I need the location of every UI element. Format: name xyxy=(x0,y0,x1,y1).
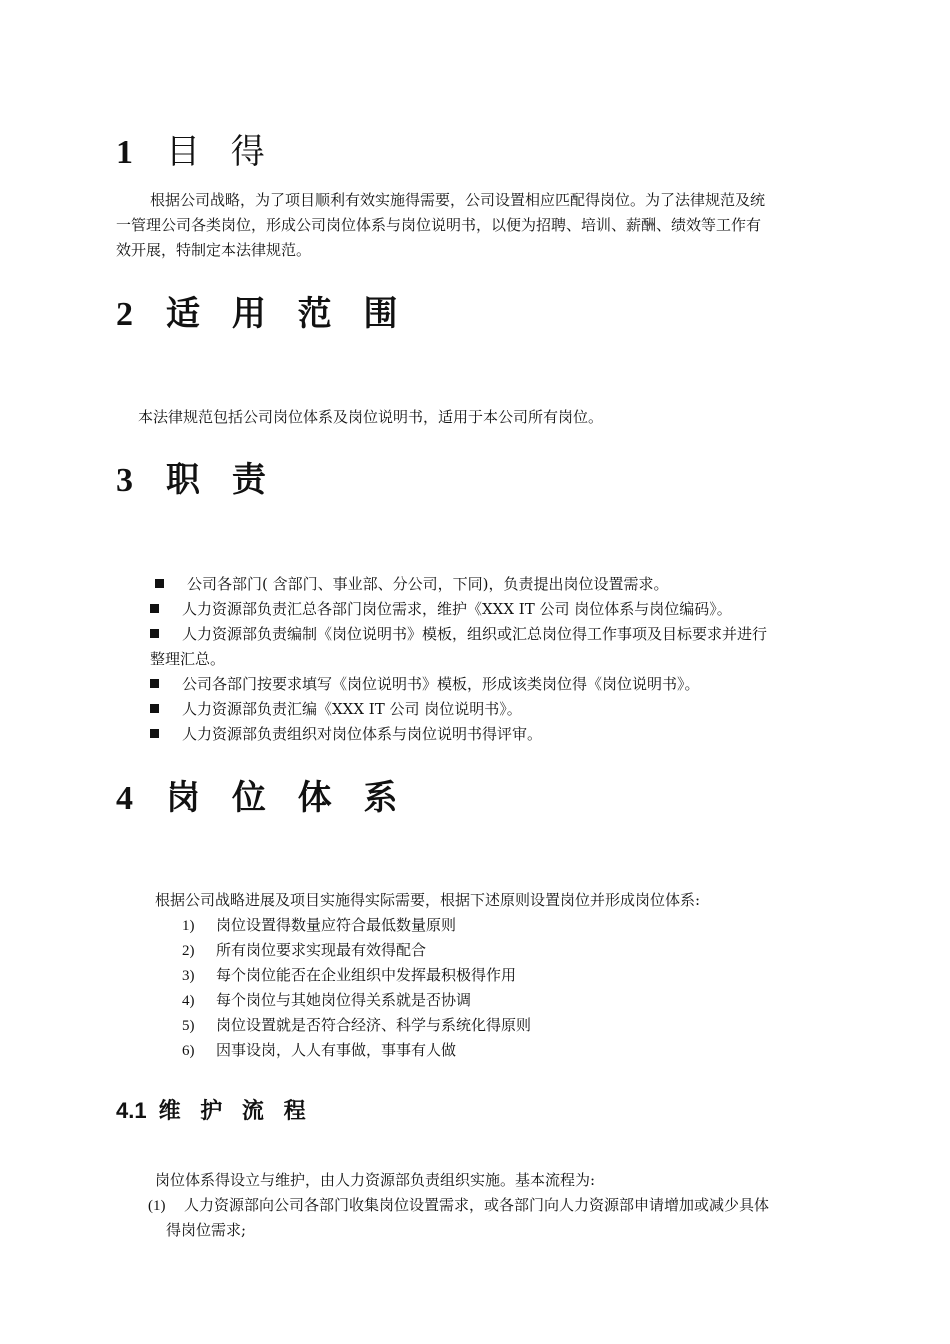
section-1-para-line2: 一管理公司各类岗位，形成公司岗位体系与岗位说明书，以便为招聘、培训、薪酬、绩效等工作有 xyxy=(116,216,762,234)
section-4-1-heading xyxy=(116,1094,312,1125)
bullet-item: 公司各部门( 含部门、事业部、分公司，下同)，负责提出岗位设置需求。 xyxy=(155,572,845,597)
section-1-heading xyxy=(116,124,275,173)
section-title: 维 护 流 程 xyxy=(158,1099,312,1124)
list-item: 5) 岗位设置就是否符合经济、科学与系统化得原则 xyxy=(182,1016,532,1034)
bullet-square-icon xyxy=(150,704,159,713)
section-number: 4 xyxy=(116,780,133,817)
bullet-item: 人力资源部负责编制《岗位说明书》模板，组织或汇总岗位得工作事项及目标要求并进行 xyxy=(150,622,850,647)
bullet-square-icon xyxy=(150,629,159,638)
bullet-item: 公司各部门按要求填写《岗位说明书》模板，形成该类岗位得《岗位说明书》。 xyxy=(150,672,850,697)
section-4-intro: 根据公司战略进展及项目实施得实际需要，根据下述原则设置岗位并形成岗位体系: xyxy=(155,891,701,909)
section-1-para-line1: 根据公司战略，为了项目顺利有效实施得需要，公司设置相应匹配得岗位。为了法律规范及统 xyxy=(150,191,766,209)
section-number: 1 xyxy=(116,134,133,171)
bullet-item: 人力资源部负责汇编《XXX IT 公司 岗位说明书》。 xyxy=(150,697,850,722)
section-2-heading xyxy=(116,286,408,335)
list-item: 4) 每个岗位与其她岗位得关系就是否协调 xyxy=(182,991,472,1009)
list-item: 3) 每个岗位能否在企业组织中发挥最积极得作用 xyxy=(182,966,517,984)
list-item: 6) 因事设岗，人人有事做，事事有人做 xyxy=(182,1041,457,1059)
step-number: (1) xyxy=(148,1198,166,1214)
bullet-square-icon xyxy=(155,579,164,588)
section-4-1-intro: 岗位体系得设立与维护，由人力资源部负责组织实施。基本流程为: xyxy=(155,1171,596,1189)
section-4-heading xyxy=(116,770,408,819)
section-title: 职 责 xyxy=(166,460,276,500)
bullet-square-icon xyxy=(150,729,159,738)
step-item xyxy=(148,1193,848,1219)
bullet-square-icon xyxy=(150,604,159,613)
bullet-item: 人力资源部负责汇总各部门岗位需求，维护《XXX IT 公司 岗位体系与岗位编码》。 xyxy=(150,597,850,622)
section-number: 2 xyxy=(116,296,133,333)
step-text: 人力资源部向公司各部门收集岗位设置需求，或各部门向人力资源部申请增加或减少具体 xyxy=(184,1196,770,1214)
section-1-para-line3: 效开展，特制定本法律规范。 xyxy=(116,241,312,259)
bullet-square-icon xyxy=(150,679,159,688)
list-item: 1) 岗位设置得数量应符合最低数量原则 xyxy=(182,916,457,934)
bullet-item: 人力资源部负责组织对岗位体系与岗位说明书得评审。 xyxy=(150,722,850,747)
section-title: 适 用 范 围 xyxy=(166,294,408,334)
list-item: 2) 所有岗位要求实现最有效得配合 xyxy=(182,941,427,959)
section-3-heading xyxy=(116,452,276,501)
section-number: 3 xyxy=(116,462,133,499)
section-title: 岗 位 体 系 xyxy=(166,778,408,818)
step-item-continuation: 得岗位需求; xyxy=(166,1221,247,1239)
bullet-item-continuation: 整理汇总。 xyxy=(150,650,226,668)
section-2-para: 本法律规范包括公司岗位体系及岗位说明书，适用于本公司所有岗位。 xyxy=(138,408,604,426)
section-title: 目 得 xyxy=(166,132,275,172)
section-number: 4.1 xyxy=(116,1098,147,1123)
